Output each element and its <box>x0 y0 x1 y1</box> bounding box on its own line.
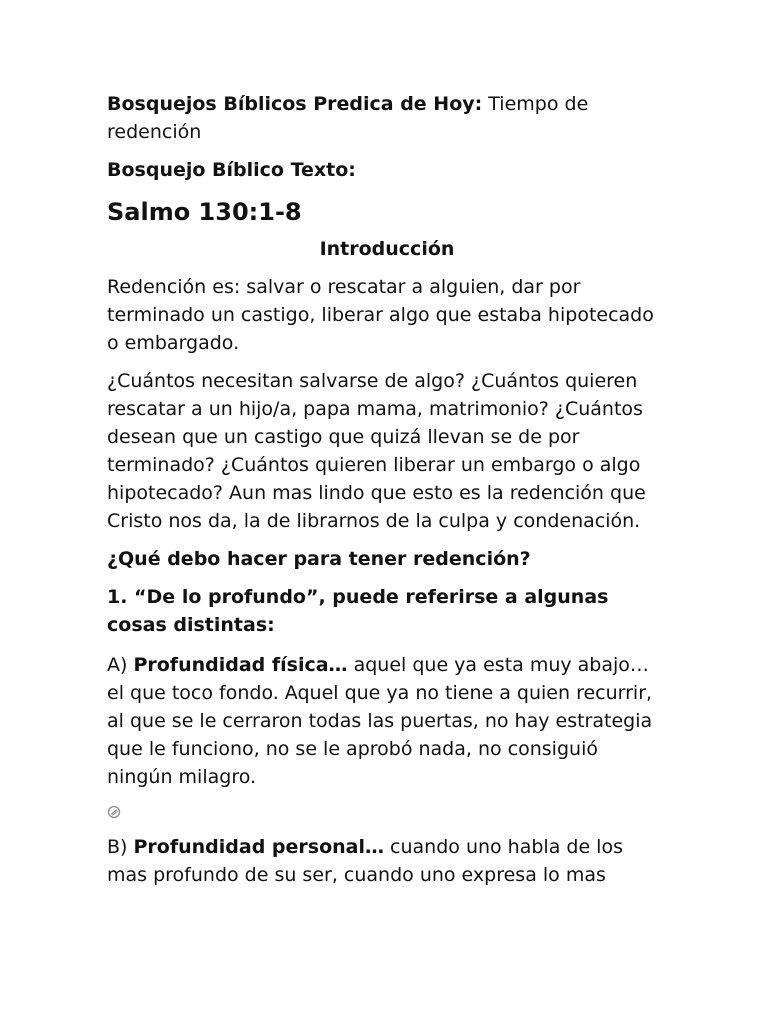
intro-paragraph-2: ¿Cuántos necesitan salvarse de algo? ¿Cuántos quieren rescatar a un hijo/a, papa mama, matrimonio? ¿Cuántos desean que un castigo que quizá llevan se de por terminado? ¿Cuántos quieren liberar un embargo o algo hipotecado? Aun mas lindo que esto es la redención que Cristo nos da, la de librarnos de la culpa y condenación. <box>107 370 646 532</box>
document-title <box>107 90 667 146</box>
title-bold: Bosquejos Bíblicos Predica de Hoy: <box>107 93 483 115</box>
point-b-bold: Profundidad personal… <box>133 836 384 858</box>
question-heading: ¿Qué debo hacer para tener redención? <box>107 548 531 570</box>
inline-marker-row <box>107 801 667 823</box>
document-page <box>107 90 667 889</box>
point-b-paragraph <box>107 833 667 889</box>
small-circle-slash-icon <box>107 805 121 819</box>
point-a-prefix: A) <box>107 654 134 676</box>
point-a-text: aquel que ya esta muy abajo… el que toco fondo. Aquel que ya no tiene a quien recurrir, al que se le cerraron todas las puertas, no hay estrategia que le funciono, no se le aprobó nada, no consiguió ningún milagro. <box>107 654 653 788</box>
intro-paragraph-1: Redención es: salvar o rescatar a alguien, dar por terminado un castigo, liberar algo que estaba hipotecado o embargado. <box>107 276 654 354</box>
point-a-paragraph <box>107 651 667 791</box>
intro-heading: Introducción <box>319 238 455 260</box>
texto-label: Bosquejo Bíblico Texto: <box>107 159 356 181</box>
scripture-reference: Salmo 130:1-8 <box>107 198 302 226</box>
point-b-text: cuando uno habla de los mas profundo de su ser, cuando uno expresa lo mas <box>107 836 623 886</box>
point-a-bold: Profundidad física… <box>133 654 348 676</box>
title-text: Tiempo de redención <box>107 93 589 143</box>
point-1-heading: 1. “De lo profundo”, puede referirse a algunas cosas distintas: <box>107 586 609 636</box>
point-b-prefix: B) <box>107 836 134 858</box>
